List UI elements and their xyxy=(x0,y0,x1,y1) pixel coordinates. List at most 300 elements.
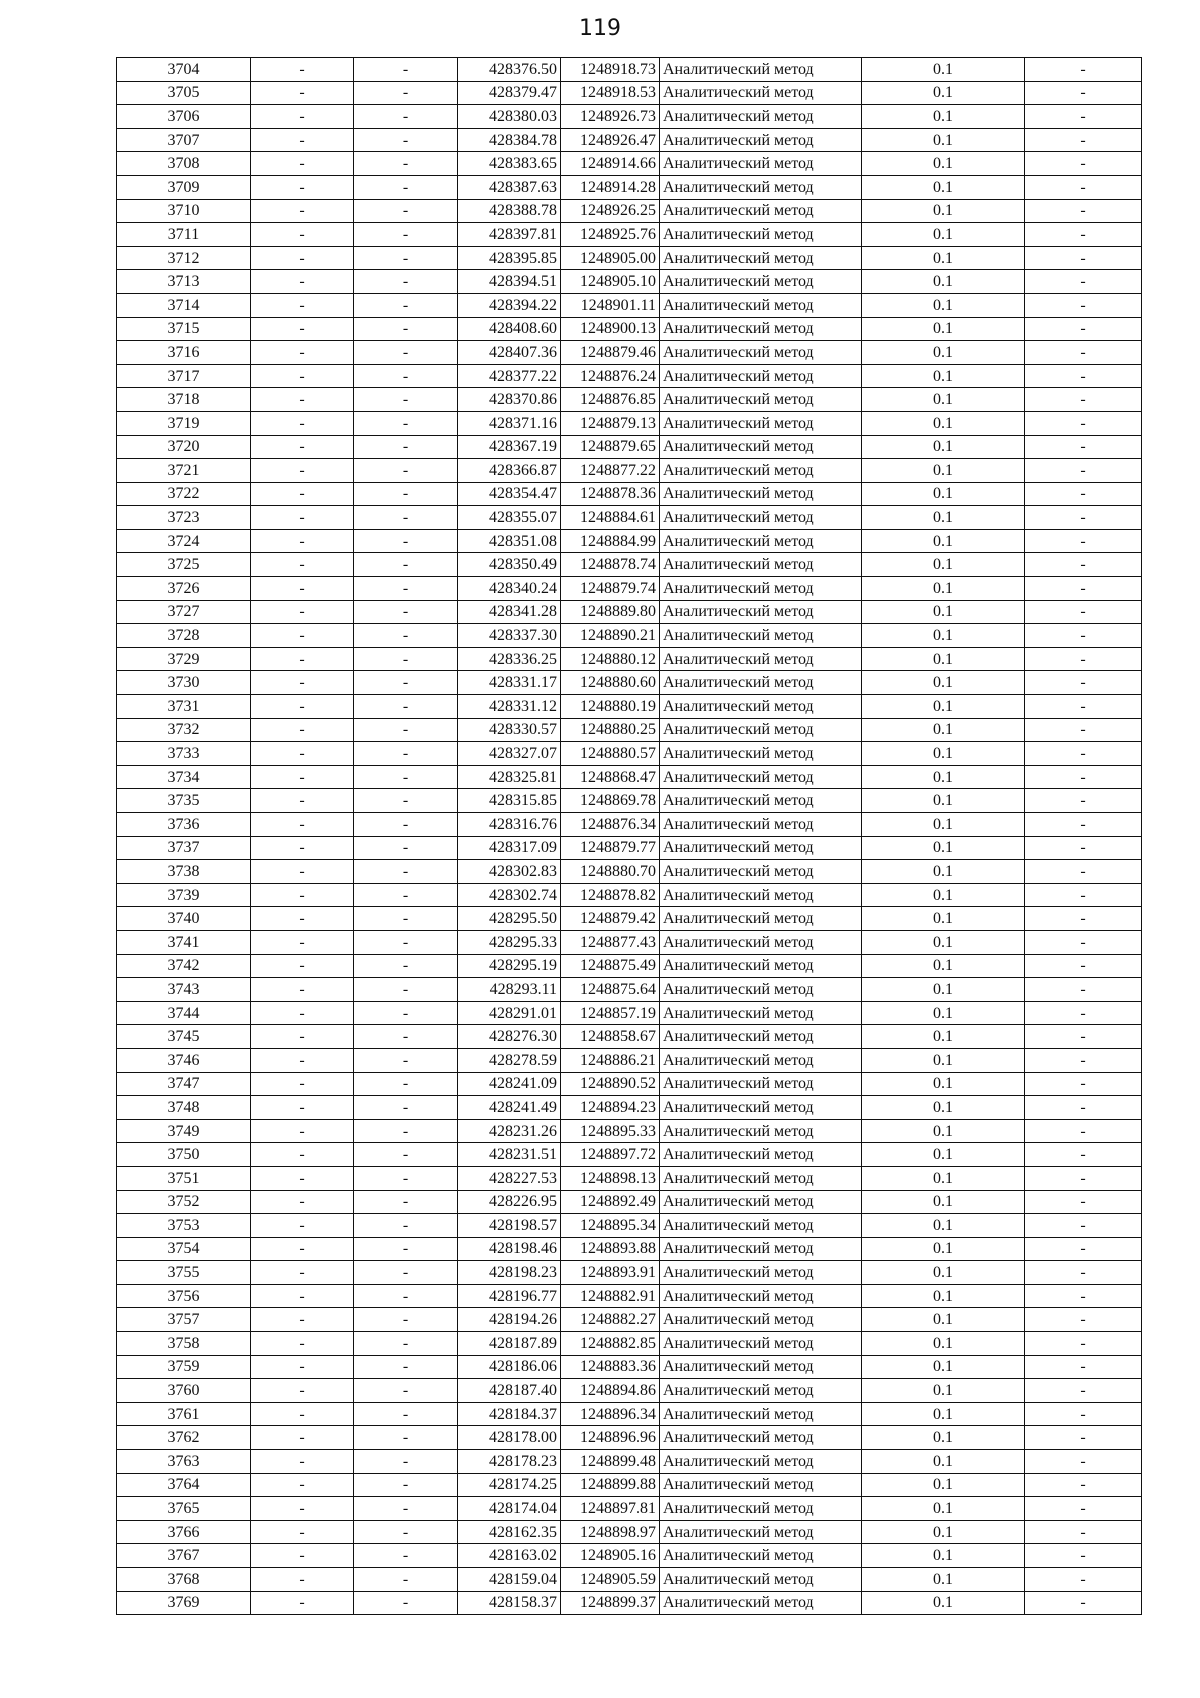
empty-cell: - xyxy=(251,1119,354,1143)
point-number-cell: 3742 xyxy=(117,954,251,978)
point-number-cell: 3705 xyxy=(117,81,251,105)
point-number-cell: 3715 xyxy=(117,317,251,341)
table-row xyxy=(117,836,1142,860)
point-number-cell: 3741 xyxy=(117,930,251,954)
empty-cell: - xyxy=(354,388,458,412)
accuracy-cell: 0.1 xyxy=(862,860,1025,884)
x-coordinate-cell: 428407.36 xyxy=(458,341,561,365)
method-cell: Аналитический метод xyxy=(660,671,862,695)
table-row xyxy=(117,624,1142,648)
empty-cell: - xyxy=(354,1332,458,1356)
accuracy-cell: 0.1 xyxy=(862,624,1025,648)
empty-cell: - xyxy=(251,765,354,789)
empty-cell: - xyxy=(1025,671,1142,695)
empty-cell: - xyxy=(251,1214,354,1238)
y-coordinate-cell: 1248897.81 xyxy=(561,1497,660,1521)
point-number-cell: 3767 xyxy=(117,1544,251,1568)
empty-cell: - xyxy=(354,223,458,247)
accuracy-cell: 0.1 xyxy=(862,1284,1025,1308)
table-row xyxy=(117,695,1142,719)
point-number-cell: 3727 xyxy=(117,600,251,624)
accuracy-cell: 0.1 xyxy=(862,836,1025,860)
empty-cell: - xyxy=(251,1332,354,1356)
method-cell: Аналитический метод xyxy=(660,718,862,742)
table-row xyxy=(117,105,1142,129)
table-row xyxy=(117,907,1142,931)
y-coordinate-cell: 1248896.96 xyxy=(561,1426,660,1450)
empty-cell: - xyxy=(1025,58,1142,82)
empty-cell: - xyxy=(251,1568,354,1592)
empty-cell: - xyxy=(251,553,354,577)
point-number-cell: 3723 xyxy=(117,506,251,530)
table-row xyxy=(117,765,1142,789)
empty-cell: - xyxy=(1025,1048,1142,1072)
point-number-cell: 3734 xyxy=(117,765,251,789)
y-coordinate-cell: 1248894.23 xyxy=(561,1096,660,1120)
table-row xyxy=(117,671,1142,695)
empty-cell: - xyxy=(1025,553,1142,577)
empty-cell: - xyxy=(251,1426,354,1450)
y-coordinate-cell: 1248880.70 xyxy=(561,860,660,884)
table-row xyxy=(117,1544,1142,1568)
accuracy-cell: 0.1 xyxy=(862,506,1025,530)
empty-cell: - xyxy=(354,152,458,176)
accuracy-cell: 0.1 xyxy=(862,529,1025,553)
empty-cell: - xyxy=(354,128,458,152)
x-coordinate-cell: 428387.63 xyxy=(458,175,561,199)
table-row xyxy=(117,459,1142,483)
empty-cell: - xyxy=(251,577,354,601)
y-coordinate-cell: 1248877.43 xyxy=(561,930,660,954)
point-number-cell: 3730 xyxy=(117,671,251,695)
accuracy-cell: 0.1 xyxy=(862,954,1025,978)
method-cell: Аналитический метод xyxy=(660,199,862,223)
empty-cell: - xyxy=(1025,813,1142,837)
x-coordinate-cell: 428198.57 xyxy=(458,1214,561,1238)
point-number-cell: 3731 xyxy=(117,695,251,719)
empty-cell: - xyxy=(354,1402,458,1426)
empty-cell: - xyxy=(354,1072,458,1096)
empty-cell: - xyxy=(354,341,458,365)
y-coordinate-cell: 1248893.91 xyxy=(561,1261,660,1285)
accuracy-cell: 0.1 xyxy=(862,223,1025,247)
x-coordinate-cell: 428397.81 xyxy=(458,223,561,247)
point-number-cell: 3718 xyxy=(117,388,251,412)
y-coordinate-cell: 1248926.73 xyxy=(561,105,660,129)
empty-cell: - xyxy=(251,789,354,813)
method-cell: Аналитический метод xyxy=(660,1497,862,1521)
x-coordinate-cell: 428276.30 xyxy=(458,1025,561,1049)
empty-cell: - xyxy=(354,1096,458,1120)
empty-cell: - xyxy=(1025,175,1142,199)
empty-cell: - xyxy=(354,1143,458,1167)
empty-cell: - xyxy=(1025,765,1142,789)
y-coordinate-cell: 1248880.25 xyxy=(561,718,660,742)
empty-cell: - xyxy=(251,836,354,860)
point-number-cell: 3738 xyxy=(117,860,251,884)
empty-cell: - xyxy=(354,836,458,860)
table-row xyxy=(117,647,1142,671)
x-coordinate-cell: 428337.30 xyxy=(458,624,561,648)
empty-cell: - xyxy=(1025,860,1142,884)
y-coordinate-cell: 1248898.97 xyxy=(561,1520,660,1544)
empty-cell: - xyxy=(251,435,354,459)
y-coordinate-cell: 1248905.59 xyxy=(561,1568,660,1592)
x-coordinate-cell: 428302.83 xyxy=(458,860,561,884)
empty-cell: - xyxy=(251,1450,354,1474)
method-cell: Аналитический метод xyxy=(660,813,862,837)
point-number-cell: 3749 xyxy=(117,1119,251,1143)
method-cell: Аналитический метод xyxy=(660,1402,862,1426)
empty-cell: - xyxy=(251,1497,354,1521)
x-coordinate-cell: 428388.78 xyxy=(458,199,561,223)
point-number-cell: 3740 xyxy=(117,907,251,931)
table-row xyxy=(117,1190,1142,1214)
empty-cell: - xyxy=(354,600,458,624)
empty-cell: - xyxy=(1025,624,1142,648)
empty-cell: - xyxy=(1025,1214,1142,1238)
accuracy-cell: 0.1 xyxy=(862,364,1025,388)
point-number-cell: 3748 xyxy=(117,1096,251,1120)
empty-cell: - xyxy=(354,246,458,270)
empty-cell: - xyxy=(1025,883,1142,907)
y-coordinate-cell: 1248914.66 xyxy=(561,152,660,176)
accuracy-cell: 0.1 xyxy=(862,246,1025,270)
method-cell: Аналитический метод xyxy=(660,1214,862,1238)
accuracy-cell: 0.1 xyxy=(862,1048,1025,1072)
empty-cell: - xyxy=(354,1379,458,1403)
empty-cell: - xyxy=(251,1261,354,1285)
table-row xyxy=(117,435,1142,459)
method-cell: Аналитический метод xyxy=(660,317,862,341)
empty-cell: - xyxy=(251,1544,354,1568)
empty-cell: - xyxy=(354,1426,458,1450)
empty-cell: - xyxy=(1025,435,1142,459)
empty-cell: - xyxy=(1025,1308,1142,1332)
method-cell: Аналитический метод xyxy=(660,1520,862,1544)
empty-cell: - xyxy=(1025,223,1142,247)
method-cell: Аналитический метод xyxy=(660,600,862,624)
empty-cell: - xyxy=(1025,647,1142,671)
accuracy-cell: 0.1 xyxy=(862,293,1025,317)
table-row xyxy=(117,1568,1142,1592)
table-row xyxy=(117,1355,1142,1379)
empty-cell: - xyxy=(354,883,458,907)
empty-cell: - xyxy=(1025,105,1142,129)
x-coordinate-cell: 428241.49 xyxy=(458,1096,561,1120)
point-number-cell: 3708 xyxy=(117,152,251,176)
y-coordinate-cell: 1248886.21 xyxy=(561,1048,660,1072)
method-cell: Аналитический метод xyxy=(660,1379,862,1403)
table-row xyxy=(117,1450,1142,1474)
empty-cell: - xyxy=(251,152,354,176)
x-coordinate-cell: 428317.09 xyxy=(458,836,561,860)
accuracy-cell: 0.1 xyxy=(862,1072,1025,1096)
point-number-cell: 3769 xyxy=(117,1591,251,1615)
point-number-cell: 3743 xyxy=(117,978,251,1002)
x-coordinate-cell: 428295.33 xyxy=(458,930,561,954)
table-row xyxy=(117,1048,1142,1072)
y-coordinate-cell: 1248879.77 xyxy=(561,836,660,860)
y-coordinate-cell: 1248896.34 xyxy=(561,1402,660,1426)
y-coordinate-cell: 1248875.64 xyxy=(561,978,660,1002)
y-coordinate-cell: 1248876.85 xyxy=(561,388,660,412)
empty-cell: - xyxy=(1025,1261,1142,1285)
table-row xyxy=(117,1332,1142,1356)
method-cell: Аналитический метод xyxy=(660,1568,862,1592)
x-coordinate-cell: 428159.04 xyxy=(458,1568,561,1592)
x-coordinate-cell: 428178.23 xyxy=(458,1450,561,1474)
table-row xyxy=(117,1143,1142,1167)
table-row xyxy=(117,223,1142,247)
method-cell: Аналитический метод xyxy=(660,647,862,671)
empty-cell: - xyxy=(354,1237,458,1261)
method-cell: Аналитический метод xyxy=(660,1450,862,1474)
accuracy-cell: 0.1 xyxy=(862,175,1025,199)
method-cell: Аналитический метод xyxy=(660,1261,862,1285)
y-coordinate-cell: 1248884.61 xyxy=(561,506,660,530)
accuracy-cell: 0.1 xyxy=(862,341,1025,365)
empty-cell: - xyxy=(251,482,354,506)
point-number-cell: 3709 xyxy=(117,175,251,199)
x-coordinate-cell: 428383.65 xyxy=(458,152,561,176)
empty-cell: - xyxy=(1025,1143,1142,1167)
y-coordinate-cell: 1248899.37 xyxy=(561,1591,660,1615)
point-number-cell: 3761 xyxy=(117,1402,251,1426)
y-coordinate-cell: 1248869.78 xyxy=(561,789,660,813)
accuracy-cell: 0.1 xyxy=(862,577,1025,601)
method-cell: Аналитический метод xyxy=(660,1284,862,1308)
empty-cell: - xyxy=(251,246,354,270)
method-cell: Аналитический метод xyxy=(660,907,862,931)
method-cell: Аналитический метод xyxy=(660,836,862,860)
method-cell: Аналитический метод xyxy=(660,411,862,435)
empty-cell: - xyxy=(354,1214,458,1238)
accuracy-cell: 0.1 xyxy=(862,1520,1025,1544)
empty-cell: - xyxy=(251,1096,354,1120)
accuracy-cell: 0.1 xyxy=(862,411,1025,435)
x-coordinate-cell: 428379.47 xyxy=(458,81,561,105)
method-cell: Аналитический метод xyxy=(660,341,862,365)
y-coordinate-cell: 1248880.19 xyxy=(561,695,660,719)
method-cell: Аналитический метод xyxy=(660,1332,862,1356)
empty-cell: - xyxy=(354,1025,458,1049)
accuracy-cell: 0.1 xyxy=(862,718,1025,742)
y-coordinate-cell: 1248878.36 xyxy=(561,482,660,506)
empty-cell: - xyxy=(354,105,458,129)
y-coordinate-cell: 1248880.12 xyxy=(561,647,660,671)
y-coordinate-cell: 1248901.11 xyxy=(561,293,660,317)
method-cell: Аналитический метод xyxy=(660,1591,862,1615)
x-coordinate-cell: 428354.47 xyxy=(458,482,561,506)
empty-cell: - xyxy=(1025,1072,1142,1096)
point-number-cell: 3712 xyxy=(117,246,251,270)
point-number-cell: 3720 xyxy=(117,435,251,459)
empty-cell: - xyxy=(1025,482,1142,506)
accuracy-cell: 0.1 xyxy=(862,600,1025,624)
empty-cell: - xyxy=(354,270,458,294)
empty-cell: - xyxy=(251,647,354,671)
empty-cell: - xyxy=(354,1190,458,1214)
accuracy-cell: 0.1 xyxy=(862,105,1025,129)
point-number-cell: 3746 xyxy=(117,1048,251,1072)
empty-cell: - xyxy=(354,1544,458,1568)
x-coordinate-cell: 428370.86 xyxy=(458,388,561,412)
x-coordinate-cell: 428158.37 xyxy=(458,1591,561,1615)
accuracy-cell: 0.1 xyxy=(862,1426,1025,1450)
empty-cell: - xyxy=(1025,1025,1142,1049)
x-coordinate-cell: 428395.85 xyxy=(458,246,561,270)
empty-cell: - xyxy=(251,813,354,837)
x-coordinate-cell: 428340.24 xyxy=(458,577,561,601)
table-row xyxy=(117,388,1142,412)
empty-cell: - xyxy=(354,907,458,931)
page-number: 119 xyxy=(579,16,621,41)
empty-cell: - xyxy=(251,1072,354,1096)
x-coordinate-cell: 428198.23 xyxy=(458,1261,561,1285)
empty-cell: - xyxy=(251,1001,354,1025)
accuracy-cell: 0.1 xyxy=(862,152,1025,176)
empty-cell: - xyxy=(251,930,354,954)
empty-cell: - xyxy=(251,1520,354,1544)
x-coordinate-cell: 428194.26 xyxy=(458,1308,561,1332)
point-number-cell: 3763 xyxy=(117,1450,251,1474)
point-number-cell: 3721 xyxy=(117,459,251,483)
method-cell: Аналитический метод xyxy=(660,1190,862,1214)
y-coordinate-cell: 1248880.60 xyxy=(561,671,660,695)
empty-cell: - xyxy=(354,860,458,884)
y-coordinate-cell: 1248876.34 xyxy=(561,813,660,837)
table-row xyxy=(117,246,1142,270)
point-number-cell: 3759 xyxy=(117,1355,251,1379)
table-row xyxy=(117,175,1142,199)
accuracy-cell: 0.1 xyxy=(862,482,1025,506)
point-number-cell: 3711 xyxy=(117,223,251,247)
y-coordinate-cell: 1248878.74 xyxy=(561,553,660,577)
x-coordinate-cell: 428198.46 xyxy=(458,1237,561,1261)
coordinates-table xyxy=(116,57,1142,1615)
method-cell: Аналитический метод xyxy=(660,624,862,648)
point-number-cell: 3710 xyxy=(117,199,251,223)
empty-cell: - xyxy=(251,883,354,907)
method-cell: Аналитический метод xyxy=(660,364,862,388)
x-coordinate-cell: 428371.16 xyxy=(458,411,561,435)
x-coordinate-cell: 428302.74 xyxy=(458,883,561,907)
point-number-cell: 3714 xyxy=(117,293,251,317)
table-row xyxy=(117,482,1142,506)
accuracy-cell: 0.1 xyxy=(862,553,1025,577)
method-cell: Аналитический метод xyxy=(660,860,862,884)
empty-cell: - xyxy=(1025,1450,1142,1474)
empty-cell: - xyxy=(251,128,354,152)
empty-cell: - xyxy=(1025,364,1142,388)
accuracy-cell: 0.1 xyxy=(862,1025,1025,1049)
table-row xyxy=(117,978,1142,1002)
empty-cell: - xyxy=(354,671,458,695)
empty-cell: - xyxy=(354,482,458,506)
empty-cell: - xyxy=(354,1261,458,1285)
point-number-cell: 3757 xyxy=(117,1308,251,1332)
method-cell: Аналитический метод xyxy=(660,223,862,247)
x-coordinate-cell: 428187.89 xyxy=(458,1332,561,1356)
point-number-cell: 3722 xyxy=(117,482,251,506)
empty-cell: - xyxy=(251,1473,354,1497)
y-coordinate-cell: 1248918.73 xyxy=(561,58,660,82)
accuracy-cell: 0.1 xyxy=(862,81,1025,105)
empty-cell: - xyxy=(251,58,354,82)
empty-cell: - xyxy=(1025,459,1142,483)
method-cell: Аналитический метод xyxy=(660,883,862,907)
accuracy-cell: 0.1 xyxy=(862,1166,1025,1190)
point-number-cell: 3739 xyxy=(117,883,251,907)
table-row xyxy=(117,1072,1142,1096)
empty-cell: - xyxy=(354,954,458,978)
accuracy-cell: 0.1 xyxy=(862,459,1025,483)
point-number-cell: 3732 xyxy=(117,718,251,742)
table-row xyxy=(117,81,1142,105)
method-cell: Аналитический метод xyxy=(660,1096,862,1120)
y-coordinate-cell: 1248905.16 xyxy=(561,1544,660,1568)
x-coordinate-cell: 428336.25 xyxy=(458,647,561,671)
empty-cell: - xyxy=(251,506,354,530)
y-coordinate-cell: 1248880.57 xyxy=(561,742,660,766)
x-coordinate-cell: 428384.78 xyxy=(458,128,561,152)
table-row xyxy=(117,860,1142,884)
accuracy-cell: 0.1 xyxy=(862,978,1025,1002)
y-coordinate-cell: 1248876.24 xyxy=(561,364,660,388)
empty-cell: - xyxy=(354,1497,458,1521)
empty-cell: - xyxy=(1025,1355,1142,1379)
table-row xyxy=(117,270,1142,294)
empty-cell: - xyxy=(354,317,458,341)
accuracy-cell: 0.1 xyxy=(862,671,1025,695)
method-cell: Аналитический метод xyxy=(660,1355,862,1379)
empty-cell: - xyxy=(1025,293,1142,317)
method-cell: Аналитический метод xyxy=(660,1048,862,1072)
table-row xyxy=(117,529,1142,553)
empty-cell: - xyxy=(354,199,458,223)
empty-cell: - xyxy=(251,459,354,483)
y-coordinate-cell: 1248918.53 xyxy=(561,81,660,105)
y-coordinate-cell: 1248858.67 xyxy=(561,1025,660,1049)
empty-cell: - xyxy=(354,364,458,388)
table-row xyxy=(117,930,1142,954)
empty-cell: - xyxy=(1025,978,1142,1002)
empty-cell: - xyxy=(251,388,354,412)
accuracy-cell: 0.1 xyxy=(862,695,1025,719)
empty-cell: - xyxy=(1025,1001,1142,1025)
method-cell: Аналитический метод xyxy=(660,105,862,129)
method-cell: Аналитический метод xyxy=(660,789,862,813)
empty-cell: - xyxy=(251,105,354,129)
accuracy-cell: 0.1 xyxy=(862,1190,1025,1214)
empty-cell: - xyxy=(1025,907,1142,931)
empty-cell: - xyxy=(354,1450,458,1474)
table-row xyxy=(117,152,1142,176)
empty-cell: - xyxy=(354,506,458,530)
y-coordinate-cell: 1248879.13 xyxy=(561,411,660,435)
empty-cell: - xyxy=(354,1284,458,1308)
empty-cell: - xyxy=(354,978,458,1002)
empty-cell: - xyxy=(354,577,458,601)
empty-cell: - xyxy=(251,671,354,695)
x-coordinate-cell: 428178.00 xyxy=(458,1426,561,1450)
point-number-cell: 3758 xyxy=(117,1332,251,1356)
empty-cell: - xyxy=(1025,388,1142,412)
empty-cell: - xyxy=(1025,600,1142,624)
method-cell: Аналитический метод xyxy=(660,293,862,317)
accuracy-cell: 0.1 xyxy=(862,907,1025,931)
